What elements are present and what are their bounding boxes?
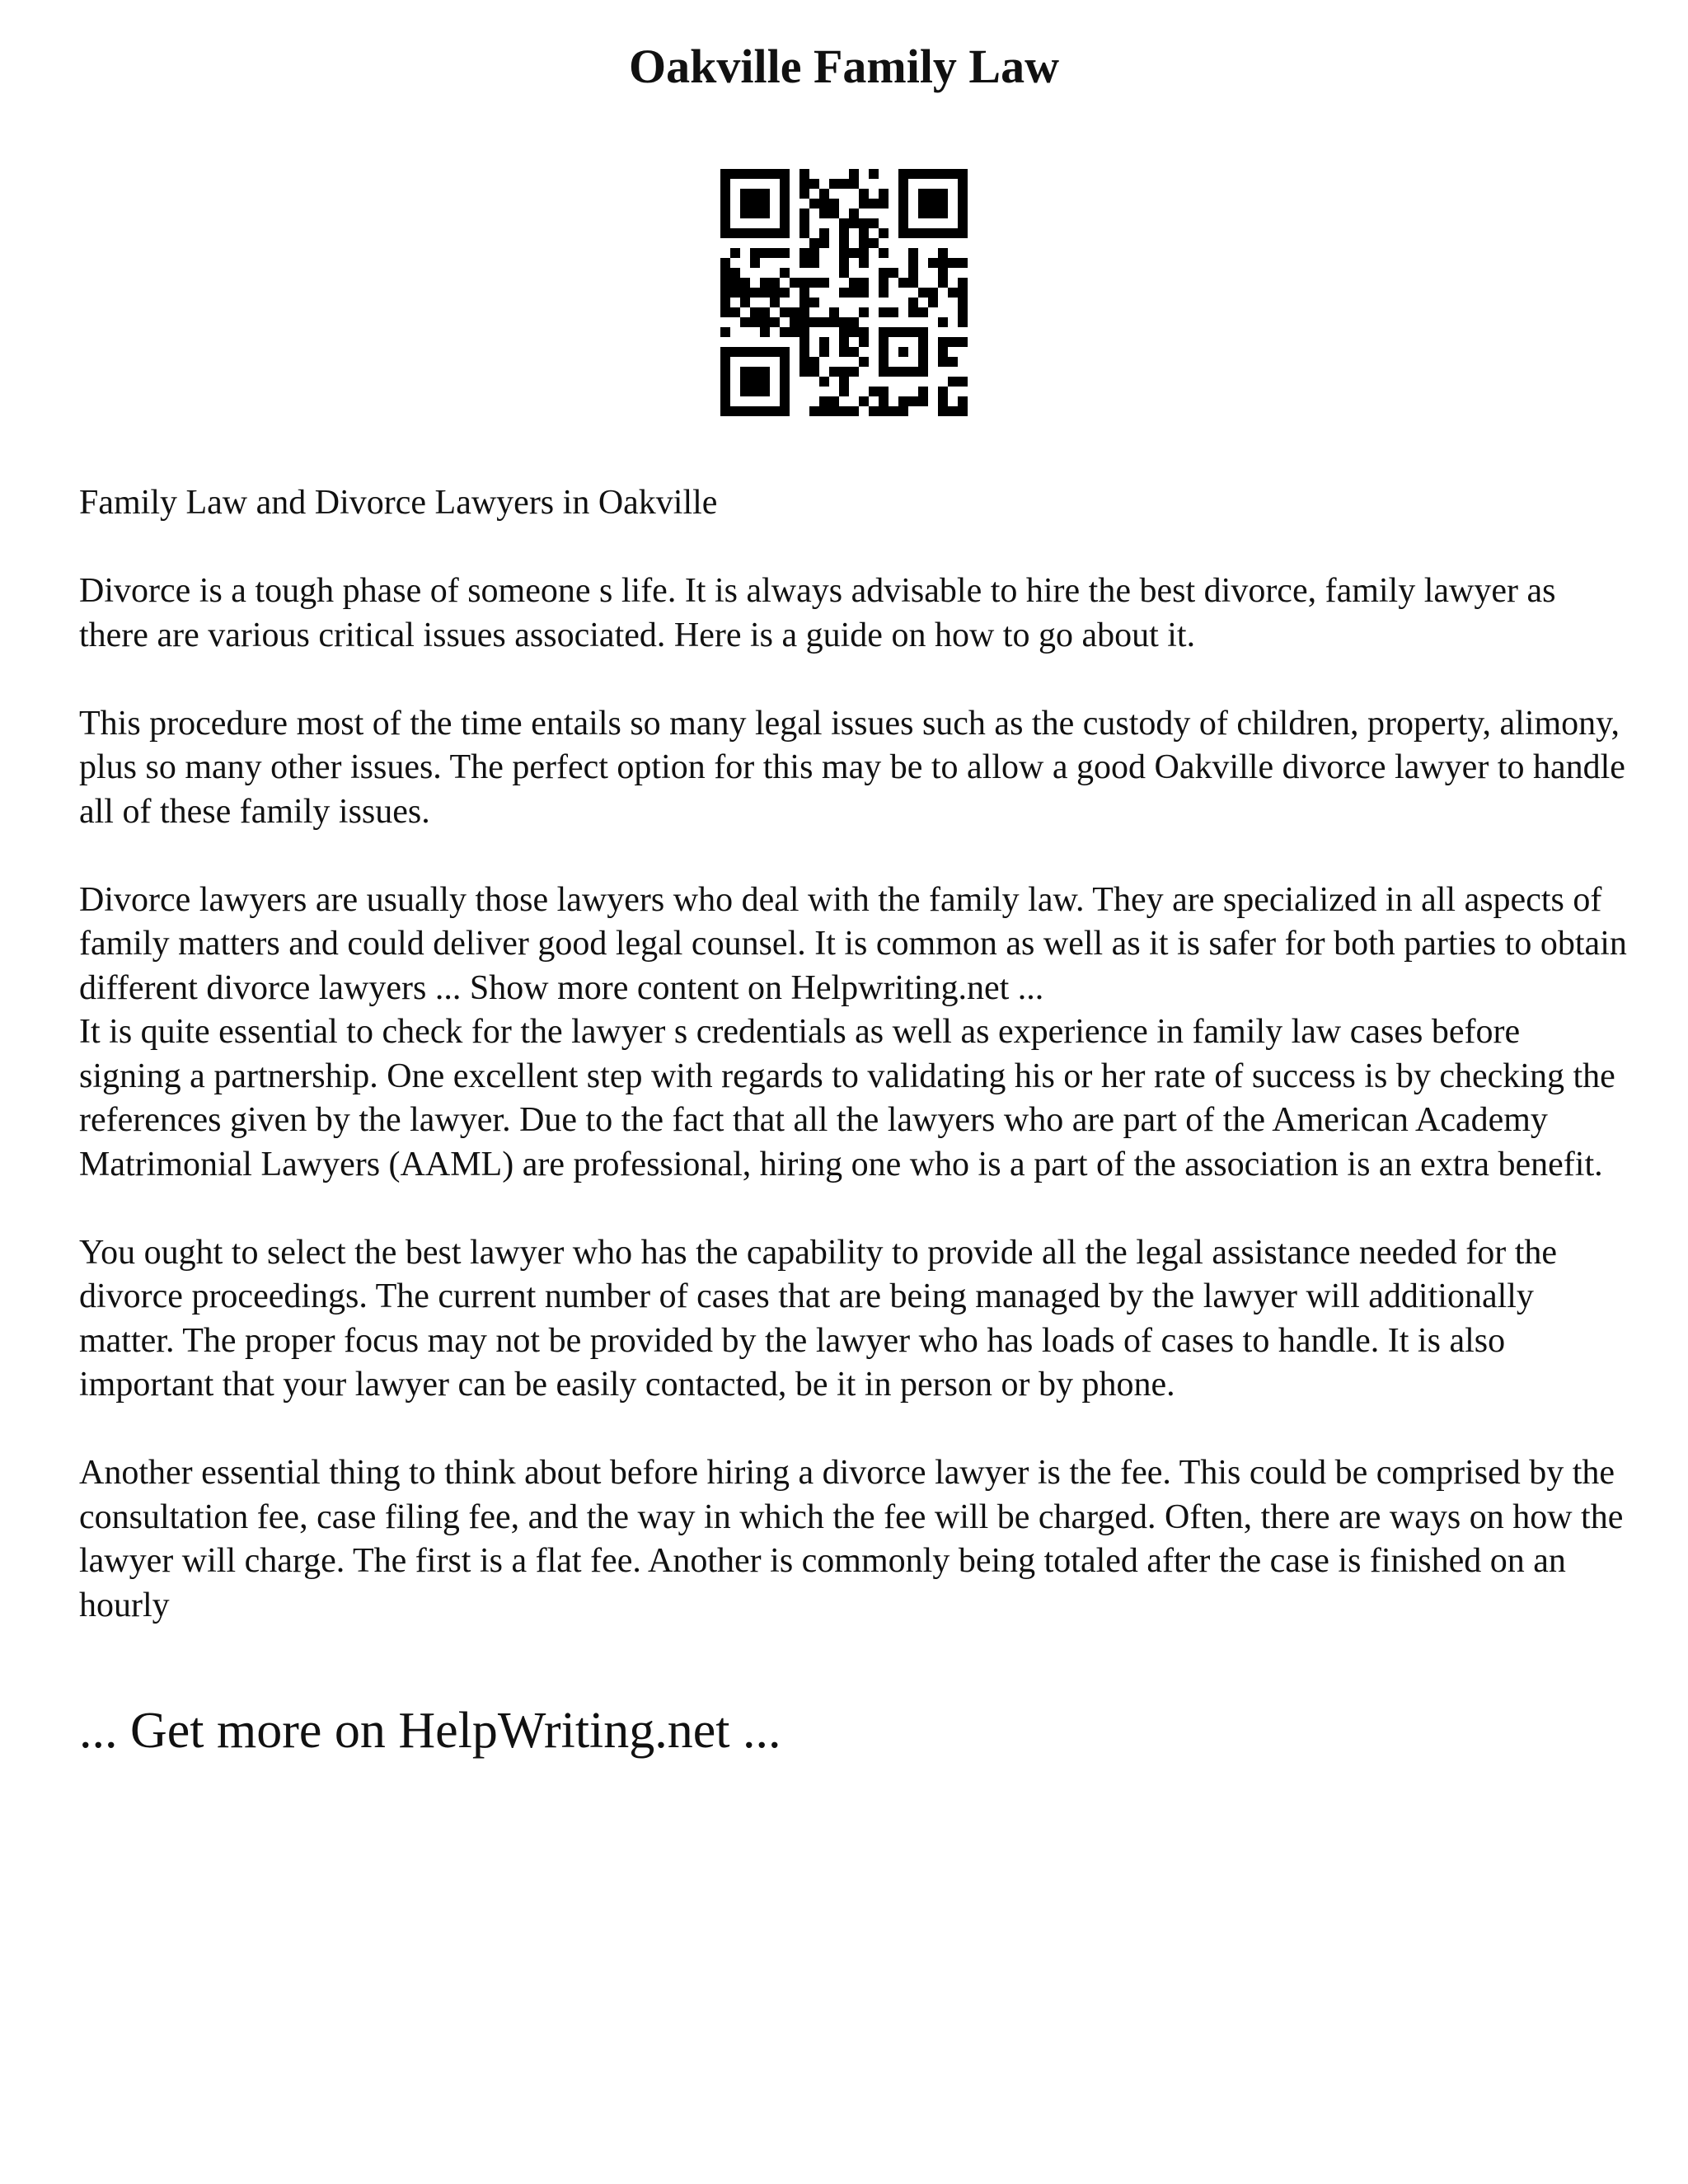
qr-code-icon: [720, 169, 968, 416]
paragraph-select-lawyer: You ought to select the best lawyer who has the capability to provide all the legal assistance needed for the divorce proceedings. The current number of cases that are being managed by the lawyer will additionally matter. The proper focus may not be provided by the lawyer who has loads of cases to handle. It is also important that your lawyer can be easily contacted, be it in person or by phone.: [79, 1233, 1558, 1404]
paragraph-procedure: This procedure most of the time entails so many legal issues such as the custody of children, property, alimony, plus so many other issues. The perfect option for this may be to allow a good Oakville divorce lawyer to handle all of these family issues.: [79, 704, 1625, 831]
paragraph-fee: Another essential thing to think about before hiring a divorce lawyer is the fee. This could be comprised by the consultation fee, case filing fee, and the way in which the fee will be charged. Often, there are ways on how the lawyer will charge. The first is a flat fee. Another is commonly being totaled after the case is finished on an hourly: [79, 1454, 1624, 1624]
paragraph-intro: Divorce is a tough phase of someone s life. It is always advisable to hire the best divorce, family lawyer as there are various critical issues associated. Here is a guide on how to go about it.: [79, 572, 1556, 654]
paragraph-credentials: It is quite essential to check for the lawyer s credentials as well as experience in family law cases before signing a partnership. One excellent step with regards to validating his or her rate of success is by checking the references given by the lawyer. Due to the fact that all the lawyers who are part of the American Academy Matrimonial Lawyers (AAML) are professional, hiring one who is a part of the association is an extra benefit.: [79, 1013, 1615, 1183]
page-title: Oakville Family Law: [629, 40, 1059, 93]
article-body: [79, 481, 1629, 1628]
article-subtitle: Family Law and Divorce Lawyers in Oakville: [79, 484, 718, 522]
paragraph-divorce-lawyers: Divorce lawyers are usually those lawyers who deal with the family law. They are specialized in all aspects of family matters and could deliver good legal counsel. It is common as well as it is safer for both parties to obtain different divorce lawyers ... Show more content on Helpwriting.net ...: [79, 880, 1627, 1007]
get-more-link[interactable]: ... Get more on HelpWriting.net ...: [79, 1703, 781, 1759]
